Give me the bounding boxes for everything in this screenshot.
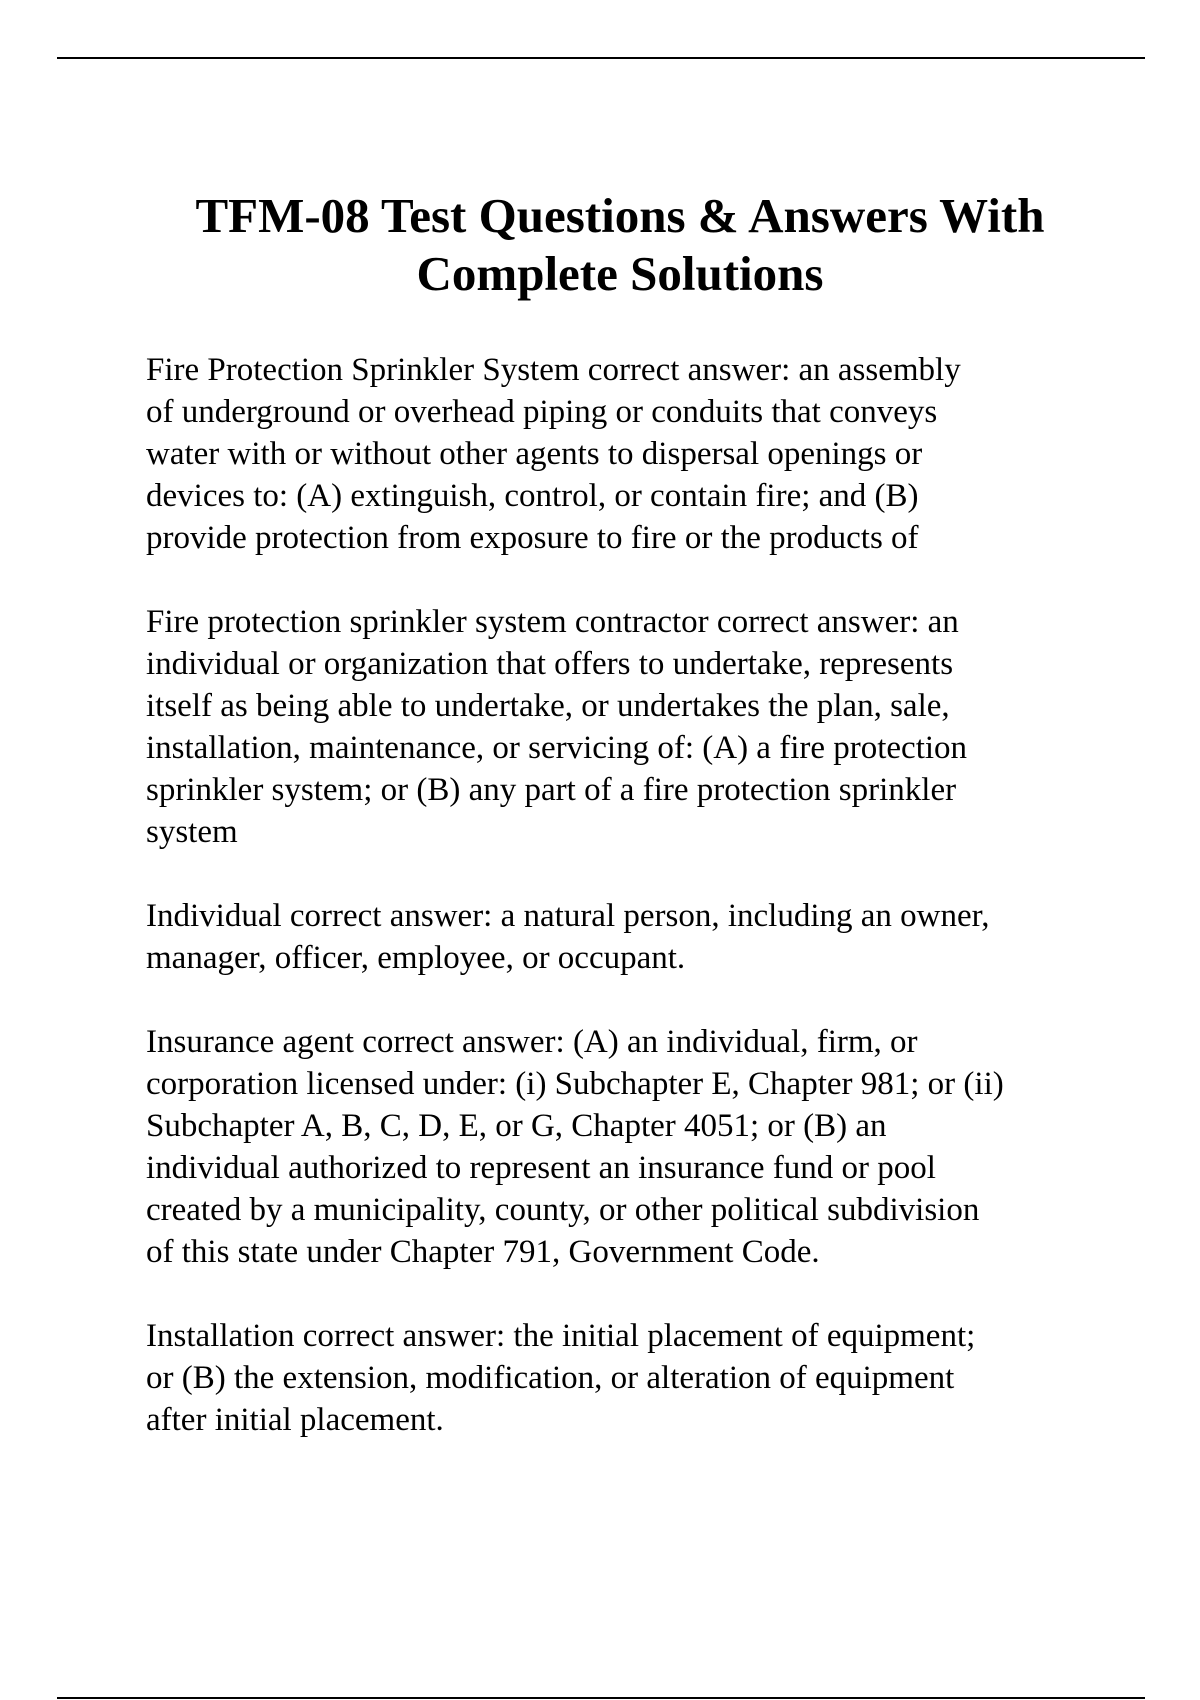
document-title-line-2: Complete Solutions <box>416 246 824 301</box>
definition-fire-protection-sprinkler-system: Fire Protection Sprinkler System correct answer: an assembly of underground or overhead piping or conduits that conveys water with or without other agents to dispersal openings or devices to: (A) extinguish, control, or contain fire; and (B) provide protection from exposure to fire or the products of <box>146 352 961 556</box>
definition-individual: Individual correct answer: a natural person, including an owner, manager, officer, employee, or occupant. <box>146 898 990 976</box>
definition-sprinkler-system-contractor: Fire protection sprinkler system contractor correct answer: an individual or organization that offers to undertake, represents itself as being able to undertake, or undertakes the plan, sale, installation, maintenance, or servicing of: (A) a fire protection sprinkler system; or (B) any part of a fire protection sprinkler system <box>146 604 968 850</box>
document-body <box>146 349 1146 1483</box>
definition-installation: Installation correct answer: the initial placement of equipment; or (B) the extension, modification, or alteration of equipment after initial placement. <box>146 1318 976 1438</box>
top-divider <box>57 57 1145 59</box>
document-title-line-1: TFM-08 Test Questions & Answers With <box>195 188 1045 243</box>
definition-insurance-agent: Insurance agent correct answer: (A) an individual, firm, or corporation licensed under: (i) Subchapter E, Chapter 981; or (ii) Subchapter A, B, C, D, E, or G, Chapter 4051; or (B) an individual authorized to represent an insurance fund or pool created by a municipality, county, or other political subdivision of this state under Chapter 791, Government Code. <box>146 1024 1004 1270</box>
bottom-divider <box>57 1697 1145 1699</box>
document-title <box>100 187 1140 303</box>
